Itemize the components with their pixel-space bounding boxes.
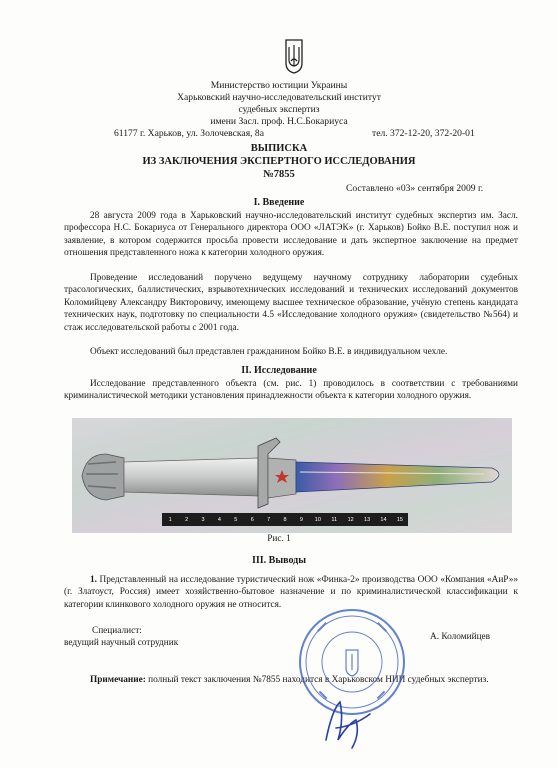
ruler-tick: 1: [168, 516, 172, 523]
header-institute: Харьковский научно-исследовательский институт: [177, 92, 381, 103]
figure-caption: Рис. 1: [267, 534, 291, 544]
title-extract: ВЫПИСКА: [250, 143, 308, 154]
title-conclusion: ИЗ ЗАКЛЮЧЕНИЯ ЭКСПЕРТНОГО ИССЛЕДОВАНИЯ: [142, 156, 416, 167]
header-institute-cont: судебных экспертиз: [238, 104, 320, 115]
conclusion-paragraph-1: [64, 574, 518, 611]
header-ministry: Министерство юстиции Украины: [210, 80, 348, 91]
header-address: 61177 г. Харьков, ул. Золочевская, 8а: [114, 128, 264, 139]
section-introduction-heading: I. Введение: [253, 197, 305, 208]
ruler-tick: 4: [217, 516, 221, 523]
signature-name: А. Коломийцев: [430, 632, 491, 642]
ruler-tick: 10: [314, 516, 321, 523]
handwritten-signature: [318, 690, 378, 754]
composed-date: Составлено «03» сентября 2009 г.: [346, 183, 484, 194]
conclusion-text: Представленный на исследование туристический нож «Финка-2» производства ООО «Компания «АиР»» (г. Златоуст, Россия) имеет хозяйственно-бытовое назначение и по криминалистической классификации к категории клинкового холодного оружия не относится.: [64, 575, 518, 610]
ruler-tick: 8: [283, 516, 287, 523]
ruler-tick: 6: [250, 516, 254, 523]
ruler-tick: 9: [299, 516, 303, 523]
section-conclusions-heading: III. Выводы: [251, 555, 307, 566]
ruler-tick: 2: [185, 516, 189, 523]
intro-paragraph-2: Проведение исследований поручено ведущему научному сотруднику лаборатории судебных трасологических, баллистических, взрывотехнических исследований и технических исследований документов Коломийцеву Александру Викторовичу, имеющему высшее техническое образование, учёную степень кандидата технических наук, подготовку по специальности 4.5 «Исследование холодного оружия» (свидетельство №564) и стаж исследовательской работы с 2001 года.: [64, 273, 518, 333]
signature-role-position: ведущий научный сотрудник: [64, 638, 179, 648]
ruler-tick: 7: [267, 516, 271, 523]
conclusion-number: 1.: [90, 575, 97, 585]
ruler-tick: 3: [201, 516, 205, 523]
header-phone: тел. 372-12-20, 372-20-01: [372, 128, 475, 139]
research-paragraph-1: Исследование представленного объекта (см. рис. 1) проводилось в соответствии с требованиями криминалистической методики установления принадлежности объекта к категории холодного оружия.: [64, 379, 518, 402]
ruler-tick: 15: [396, 516, 403, 523]
measurement-ruler: [162, 513, 408, 526]
note-text: полный текст заключения №7855 находится в Харьковском НИИ судебных экспертиз.: [145, 675, 489, 685]
ruler-tick: 12: [347, 516, 354, 523]
intro-paragraph-1: 28 августа 2009 года в Харьковский научно-исследовательский институт судебных экспертиз им. Засл. профессора Н.С. Бокариуса от Генерального директора ООО «ЛАТЭК» (г. Харьков) Бойко В.Е. поступил нож и заявление, в котором содержится просьба провести исследование и дать экспертное заключение на предмет отношения представленного ножа к категории холодного оружия.: [64, 211, 518, 259]
note-label: Примечание:: [90, 675, 146, 685]
title-number: №7855: [263, 169, 295, 180]
section-research-heading: II. Исследование: [241, 365, 317, 376]
header-named-after: имени Засл. проф. Н.С.Бокариуса: [210, 116, 348, 127]
ruler-tick: 5: [234, 516, 238, 523]
ruler-tick: 13: [364, 516, 371, 523]
trident-emblem-icon: [284, 38, 304, 74]
ruler-tick: 14: [380, 516, 387, 523]
signature-role-specialist: Специалист:: [92, 626, 142, 636]
ruler-tick: 11: [331, 516, 338, 523]
note-paragraph: [64, 674, 518, 686]
intro-paragraph-3: Объект исследований был представлен гражданином Бойко В.Е. в индивидуальном чехле.: [90, 347, 448, 357]
